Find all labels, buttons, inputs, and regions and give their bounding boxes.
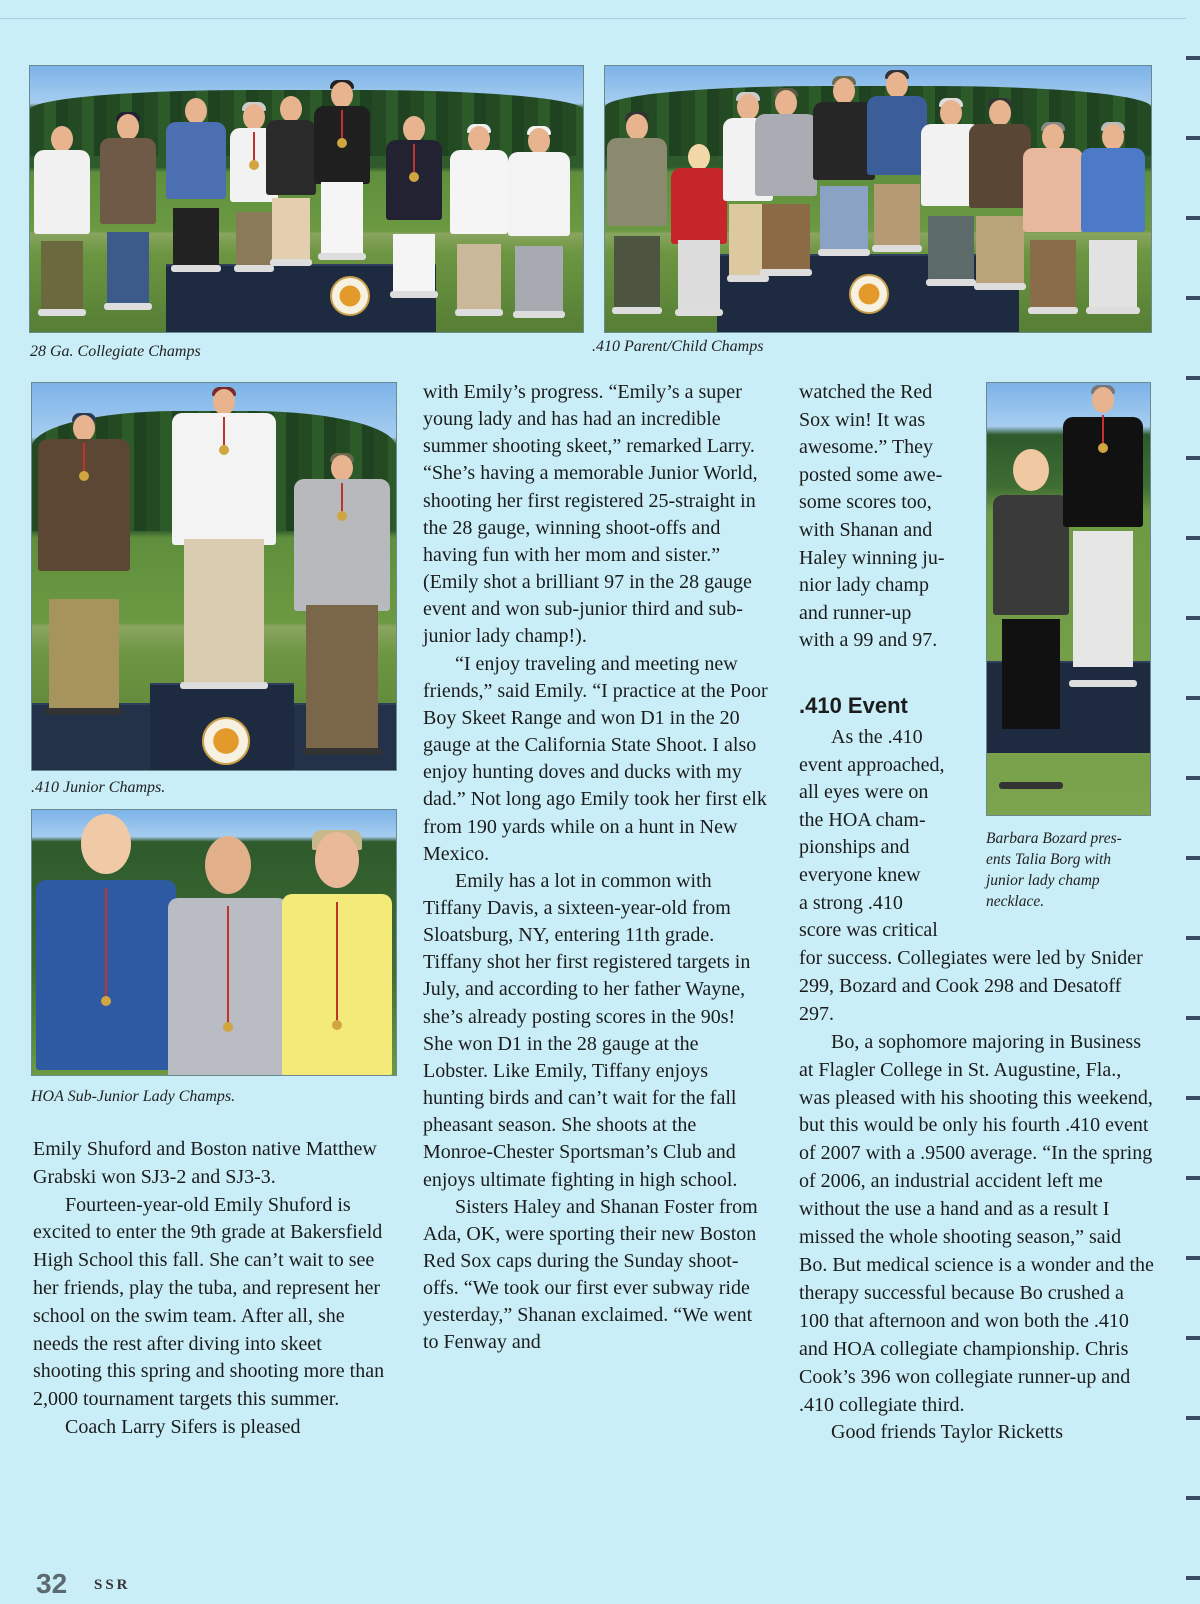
- photo-410-parent-child-champs: [604, 65, 1152, 333]
- caption-line: junior lady champ: [986, 872, 1100, 889]
- paragraph: Sisters Haley and Shanan Foster from Ada, OK, were sporting their new Boston Red Sox caps during the Sunday shoot-offs. “We took our first ever subway ride yesterday,” Shanan exclaimed. “We went to Fenway and: [423, 1195, 758, 1354]
- paragraph: Fourteen-year-old Emily Shuford is excited to enter the 9th grade at Bakersfield High School this fall. She can’t wait to see her friends, play the tuba, and represent her school on the swim team. After all, she needs the rest after diving into skeet shooting this spring and shooting more than 2,000 tournament targets this summer.: [33, 1193, 385, 1411]
- text-line: pionships and: [799, 836, 910, 859]
- photo-hoa-sub-junior-lady-champs: [31, 809, 397, 1076]
- paragraph: Emily has a lot in common with Tiffany Davis, a sixteen-year-old from Sloatsburg, NY, entering 11th grade. Tiffany shot her first registered targets in July, and according to her father Wayne, she’s already posting scores in the 90s! She won D1 in the 28 gauge at the Lobster. Like Emily, Tiffany enjoys hunting birds and can’t wait for the fall pheasant season. She shoots at the Monroe-Chester Sportsman’s Club and enjoys ultimate fighting in high school.: [423, 869, 751, 1191]
- text-line: everyone knew: [799, 863, 921, 886]
- paragraph: Coach Larry Sifers is pleased: [65, 1415, 301, 1438]
- page-edge-binding: [1186, 0, 1200, 1604]
- paragraph: Good friends Taylor Ricketts: [831, 1421, 1064, 1444]
- text-line: Sox win! It was: [799, 408, 926, 431]
- article-column-middle: [423, 379, 768, 1357]
- text-line: with a 99 and 97.: [799, 629, 938, 652]
- page-number: 32: [36, 1568, 68, 1599]
- photo-410-junior-champs: [31, 382, 397, 771]
- paragraph: Bo, a sophomore majoring in Business at Flagler College in St. Augustine, Fla., was pleased with his shooting this weekend, but this would be only his fourth .410 event of 2007 with a .9500 average. “In the spring of 2006, an industrial accident left me without the use a hand and as a result I missed the whole shooting season,” said Bo. But medical science is a wonder and the therapy successful because Bo crushed a 100 that afternoon and won both the .410 and HOA collegiate championship. Chris Cook’s 396 won collegiate runner-up and .410 collegiate third.: [799, 1030, 1154, 1416]
- text-line: with Shanan and: [799, 518, 933, 541]
- paragraph: with Emily’s progress. “Emily’s a super young lady and has had an incredible summer shooting skeet,” remarked Larry. “She’s having a memorable Junior World, shooting her first registered 25-straight in the 28 gauge, winning shoot-offs and having fun with her mom and sister.” (Emily shot a brilliant 97 in the 28 gauge event and won sub-junior third and sub-junior lady champ!).: [423, 381, 758, 648]
- caption-410-parent-child-champs: .410 Parent/Child Champs: [592, 338, 764, 355]
- text-line: score was critical: [799, 919, 938, 942]
- photo-28ga-collegiate-champs: [29, 65, 584, 333]
- caption-line: Barbara Bozard pres-: [986, 830, 1122, 847]
- caption-bozard-presents-borg: [986, 828, 1156, 912]
- paragraph: for success. Collegiates were led by Snider 299, Bozard and Cook 298 and Desatoff 297.: [799, 947, 1143, 1025]
- top-rule: [0, 18, 1200, 19]
- paragraph: “I enjoy traveling and meeting new friends,” said Emily. “I practice at the Poor Boy Skeet Range and won D1 in the 20 gauge at the California State Shoot. I also enjoy hunting doves and ducks with my dad.” Not long ago Emily took her first elk from 190 yards while on a hunt in New Mexico.: [423, 652, 768, 865]
- caption-line: ents Talia Borg with: [986, 851, 1112, 868]
- magazine-name: SSR: [94, 1577, 131, 1593]
- caption-28ga-collegiate-champs: 28 Ga. Collegiate Champs: [30, 343, 201, 360]
- paragraph: Emily Shuford and Boston native Matthew Grabski won SJ3-2 and SJ3-3.: [33, 1138, 377, 1188]
- text-line: some scores too,: [799, 491, 932, 514]
- text-line: all eyes were on: [799, 781, 929, 804]
- text-line: the HOA cham-: [799, 808, 926, 831]
- text-line: watched the Red: [799, 381, 933, 403]
- text-line: nior lady champ: [799, 574, 929, 597]
- article-column-right-wrap: [799, 724, 984, 945]
- caption-line: necklace.: [986, 893, 1045, 910]
- text-line: awesome.” They: [799, 436, 934, 459]
- article-column-left: [33, 1136, 388, 1442]
- article-column-right: [799, 945, 1154, 1447]
- section-heading-410-event: .410 Event: [799, 693, 908, 718]
- text-line: event approached,: [799, 753, 945, 776]
- text-line: posted some awe-: [799, 463, 943, 486]
- text-line: and runner-up: [799, 601, 912, 624]
- caption-410-junior-champs: .410 Junior Champs.: [31, 779, 166, 796]
- article-column-right-top: [799, 379, 981, 655]
- text-line: a strong .410: [799, 891, 903, 914]
- caption-hoa-sub-junior-lady-champs: HOA Sub-Junior Lady Champs.: [31, 1088, 236, 1105]
- text-line: Haley winning ju-: [799, 546, 945, 569]
- photo-bozard-presents-borg: [986, 382, 1151, 816]
- text-line: As the .410: [831, 726, 923, 748]
